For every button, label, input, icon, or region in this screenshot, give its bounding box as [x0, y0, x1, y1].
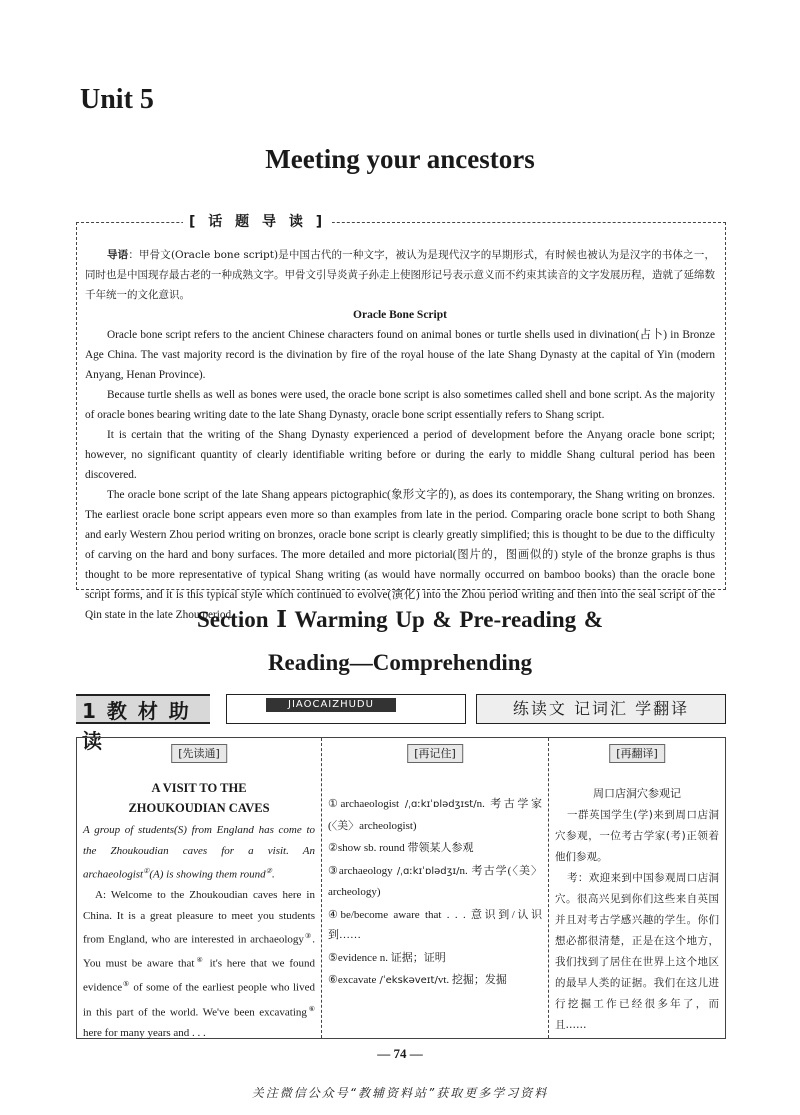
vocab-item [328, 948, 542, 969]
vocab-meaning: . . . 意识到/认识到…… [328, 908, 542, 941]
vocab-head: ⑥excavate [328, 974, 377, 986]
banner [76, 694, 726, 753]
column-read [77, 738, 322, 1038]
translation [555, 778, 719, 1036]
section-title-line2: Reading—Comprehending [267, 650, 533, 675]
vocab-head: ③archaeology [328, 864, 393, 877]
story-text: it's here that we found evidence [83, 957, 315, 995]
vocab-item [328, 861, 542, 903]
passage-paragraph: It is certain that the writing of the Shang Dynasty experienced a period of development before the Anyang oracle bone script; however, no significant quantity of clearly identifiable writing before or during the early to middle Shang cultural period has been discovered. [85, 429, 715, 481]
page-number: — 74 — [377, 1046, 423, 1061]
three-column-panel [76, 737, 726, 1039]
topic-header: [ 话 题 导 读 ] [183, 211, 332, 231]
story-intro-text: . [271, 868, 275, 881]
passage-paragraph: The oracle bone script of the late Shang appears pictographic(象形文字的), as does its contemporary, the Shang writing on bronzes. The earliest oracle bone script appears even more so than examples from late in the period. Comparing oracle bone script to both Shang and early Western Zhou period writing on bronzes, oracle bone script is clearly greatly simplified; this is thought to be due to the difficulty of carving on the hard and bony surfaces. The more detailed and more pictorial(图片的，图画似的) style of the bronze graphs is thus thought to be more representative of typical Shang writing (as would have normally occurred on bamboo books) than the oracle bone script forms, and it is this typical style which continued to evolve(演化) into the Zhou period writing and then into the seal script of the Qin state in the late Zhou period. [85, 489, 715, 621]
banner-left-label: 1 教 材 助 读 [76, 694, 210, 724]
unit-subtitle: Meeting your ancestors [265, 144, 535, 174]
vocab-phonetic: /ˈekskəveɪt/ [376, 975, 438, 986]
story-title-line1: A VISIT TO THE [151, 781, 247, 795]
story-text: of some of the earliest people who lived in this part of the world. We've been excavating [83, 982, 315, 1019]
vocab-head: ①archaeologist [328, 798, 400, 810]
translation-paragraph: 考：欢迎来到中国参观周口店洞穴。很高兴见到你们这些来自英国并且对考古学感兴趣的学生。你们想必都很清楚，正是在这个地方，我们找到了居住在世界上这个地区的最早人类的证据。我们在这儿进行挖掘工作已经很多年了，而且…… [555, 871, 719, 1031]
translation-paragraph: 一群英国学生(学)来到周口店洞穴参观，一位考古学家(考)正领着他们参观。 [555, 808, 719, 863]
vocab-meaning: n. 证据；证明 [376, 951, 446, 964]
passage-title: Oracle Bone Script [353, 309, 447, 321]
footnote-marker: ② [265, 867, 272, 875]
footnote-marker: ① [143, 867, 150, 875]
story-intro-text: (A) is showing them round [149, 868, 266, 881]
story-intro-text: A group of students(S) from England has come to the Zhoukoudian caves for a visit. An archaeologist [83, 824, 315, 881]
story [83, 778, 315, 1043]
vocab-meaning: 带领某人参观 [404, 842, 474, 854]
column-memorize [322, 738, 549, 1038]
vocab-phonetic: /ˌɑːkɪˈɒlədʒɪ/ [392, 865, 460, 877]
vocab-item [328, 794, 542, 836]
guide-text: ：甲骨文(Oracle bone script)是中国古代的一种文字，被认为是现代汉字的早期形式，有时候也被认为是汉字的书体之一，同时也是中国现存最古老的一种成熟文字。甲骨文引导炎黄子孙走上使图形记号表示意义而不约束其读音的文字发展历程，造就了延绵数千年统一的文化意识。 [85, 249, 715, 301]
vocab-head: ④be/become aware that [328, 908, 442, 921]
story-text: A: Welcome to the Zhoukoudian caves here in China. It is a great pleasure to meet you students from England, who are interested in archaeology [83, 889, 315, 946]
translation-title: 周口店洞穴参观记 [593, 787, 681, 800]
footer-watermark: 关注微信公众号“教辅资料站”获取更多学习资料 [251, 1086, 549, 1100]
section-title: Section Ⅰ Warming Up & Pre-reading & [196, 607, 604, 632]
passage-paragraph: Because turtle shells as well as bones were used, the oracle bone script is also sometimes called shell and bone script. As the majority of oracle bones bearing writing date to the late Shang Dynasty, oracle bone script essentially refers to Shang script. [85, 389, 715, 421]
unit-title: Unit 5 [80, 84, 154, 115]
tab-translate: [再翻译] [609, 744, 665, 763]
tab-memorize: [再记住] [407, 744, 463, 763]
vocab-head: ⑤evidence [328, 951, 377, 964]
vocab-meaning: n. 考古学(〈美〉archeology) [328, 864, 542, 898]
topic-body [85, 245, 715, 625]
banner-pinyin: JIAOCAIZHUDU [266, 698, 396, 712]
column-translate [549, 738, 725, 1038]
tab-read: [先读通] [171, 744, 227, 763]
passage-paragraph: Oracle bone script refers to the ancient Chinese characters found on animal bones or turtle shells used in divination(占卜) in Bronze Age China. The vast majority record is the divination by fire of the royal house of the late Shang Dynasty at the capital of Yin (modern Anyang, Henan Province). [85, 329, 715, 381]
story-text: here for many years and . . . [83, 1026, 206, 1039]
story-title-line2: ZHOUKOUDIAN CAVES [128, 801, 270, 815]
guide-paragraph [85, 245, 715, 305]
vocab-meaning: n. 考古学家(〈美〉archeologist) [328, 798, 543, 832]
vocab-item [328, 838, 542, 859]
vocab-list [328, 794, 542, 994]
vocab-meaning: vt. 挖掘；发掘 [437, 974, 507, 986]
story-intro [83, 820, 315, 885]
footnote-marker: ⑥ [306, 1004, 315, 1013]
banner-right-label: 练读文 记词汇 学翻译 [476, 694, 726, 724]
vocab-item [328, 970, 542, 992]
footnote-marker: ⑤ [122, 980, 130, 989]
vocab-head: ②show sb. round [328, 842, 405, 854]
footnote-marker: ④ [194, 956, 205, 965]
footnote-marker: ③ [303, 932, 313, 941]
vocab-phonetic: /ˌɑːkɪˈɒlədʒɪst/ [399, 799, 477, 810]
story-paragraph [83, 885, 315, 1043]
story-text: . You must be aware that [83, 933, 315, 970]
guide-label: 导语 [107, 249, 129, 261]
vocab-item [328, 905, 542, 946]
